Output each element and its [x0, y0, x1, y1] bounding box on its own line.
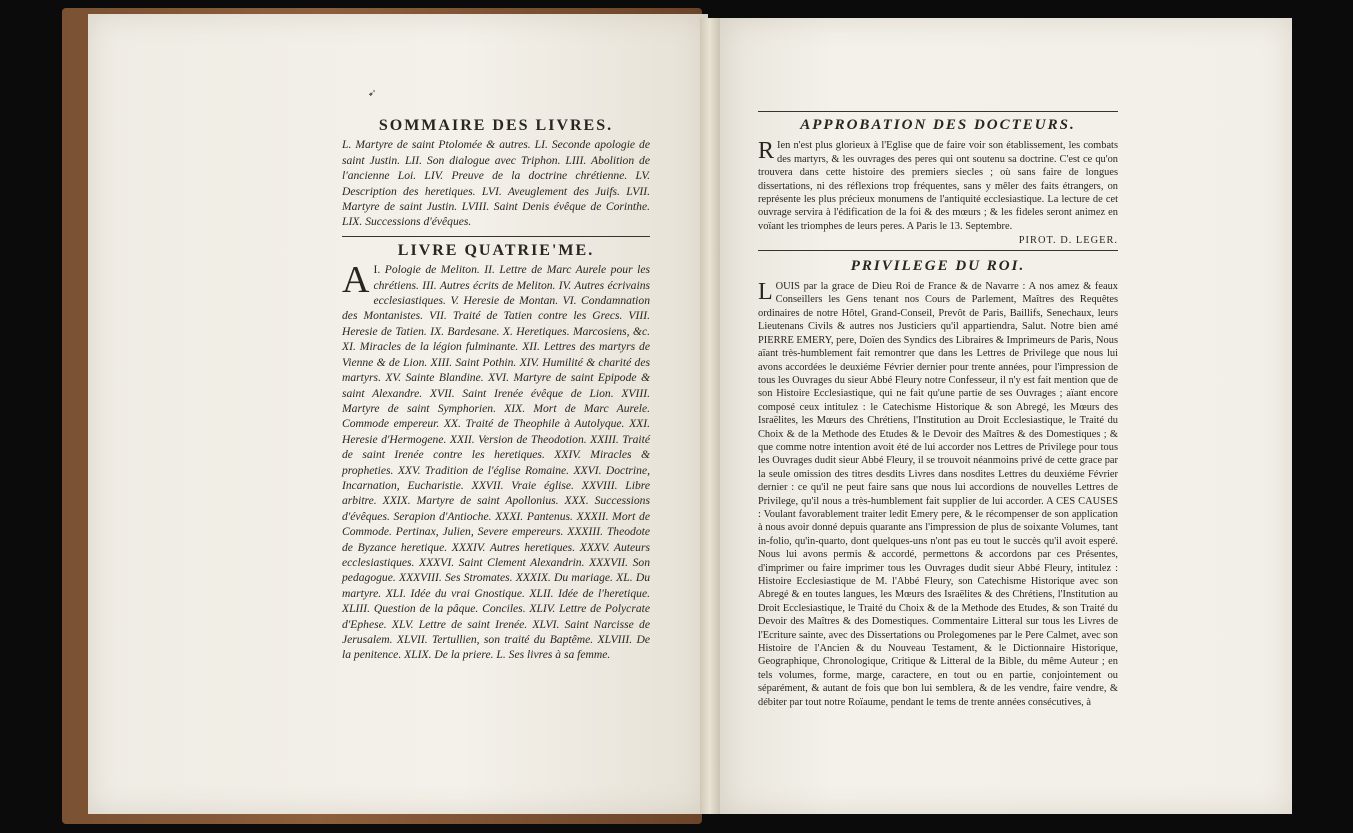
- privilege-title: PRIVILEGE DU ROI.: [850, 257, 1026, 274]
- left-column: [342, 118, 650, 663]
- book-title: LIVRE QUATRIE'ME.: [397, 241, 595, 259]
- privilege-dropcap: L: [758, 279, 773, 306]
- approbation-body: [758, 139, 1118, 233]
- book-contents: [342, 259, 650, 663]
- book-dropcap: A: [342, 259, 370, 302]
- approbation-signature: PIROT. D. LEGER.: [1018, 235, 1118, 247]
- approbation-text: Ien n'est plus glorieux à l'Eglise que de faire voir son établissement, les combats des martyrs, & les ouvrages des peres qui ont soutenu sa doctrine. C'est ce qu'on trouvera dans cette histoire des premiers siecles ; où sans faire de longues dissertations, ni des réflexions trop fréquentes, sans y mêler des faits étrangers, on représente les plus précieux monumens de l'antiquité ecclesiastique. La lecture de cet ouvrage servira à l'édification de la foi & des mœurs ; & les fideles seront animez en voïant les triomphes de leurs peres. A Paris le 13. Septembre.: [758, 140, 1118, 232]
- summary-text: L. Martyre de saint Ptolomée & autres. LI. Seconde apologie de saint Justin. LII. Son dialogue avec Triphon. LIII. Abolition de l'ancienne Loi. LIV. Preuve de la doctrine chrétienne. LV. Description des heretiques. LVI. Aveuglement des Juifs. LVII. Martyre de saint Justin. LVIII. Saint Denis évêque de Corinthe. LIX. Successions d'évêques.: [342, 138, 650, 229]
- book-number: I.: [373, 263, 381, 277]
- top-rule: [758, 111, 1118, 112]
- ink-mark: ➹: [368, 88, 377, 99]
- privilege-body: [758, 280, 1118, 709]
- book-text: Pologie de Meliton. II. Lettre de Marc Aurele pour les chrétiens. III. Autres écrits de Meliton. IV. Autres écrivains ecclesiastiques. V. Heresie de Montan. VI. Condamnation des Montanistes. VII. Traité de Tatien contre les Grecs. VIII. Heresie de Tatien. IX. Bardesane. X. Heretiques. Marcosiens, &c. XI. Miracles de la légion fulminante. XII. Lettres des martyrs de Vienne & de Lion. XIII. Saint Pothin. XIV. Humilité & charité des martyrs. XV. Sainte Blandine. XVI. Martyre de saint Epipode & saint Alexandre. XVII. Saint Irenée évêque de Lion. XVIII. Martyre de saint Symphorien. XIX. Mort de Marc Aurele. Commode empereur. XX. Traité de Theophile à Autolyque. XXI. Heresie d'Hermogene. XXII. Version de Theodotion. XXIII. Traité de saint Irenée contre les heretiques. XXIV. Miracles & propheties. XXV. Tradition de l'église Romaine. XXVI. Doctrine, Incarnation, Eucharistie. XXVII. Vraie église. XXVIII. Libre arbitre. XXIX. Martyre de saint Apollonius. XXX. Successions d'évêques. Serapion d'Antioche. XXXI. Pantenus. XXXII. Mort de Commode. Pertinax, Julien, Severe empereurs. XXXIII. Theodote de Byzance heretique. XXXIV. Autres heretiques. XXXV. Auteurs ecclesiastiques. XXXVI. Saint Clement Alexandrin. XXXVII. Son pedagogue. XXXVIII. Ses Stromates. XXXIX. Du mariage. XL. Du martyre. XLI. Idée du vrai Gnostique. XLII. Idée de l'heretique. XLIII. Question de la pâque. Conciles. XLIV. Lettre de Polycrate d'Ephese. XLV. Lettre de saint Irenée. XLVI. Saint Narcisse de Jerusalem. XLVII. Tertullien, son traité du Baptême. XLVIII. De la penitence. XLIX. De la priere. L. Ses livres à sa femme.: [342, 263, 650, 662]
- privilege-text: OUIS par la grace de Dieu Roi de France & de Navarre : A nos amez & feaux Conseillers les Gens tenant nos Cours de Parlement, Maîtres des Requêtes ordinaires de notre Hôtel, Grand-Conseil, Prevôt de Paris, Baillifs, Senechaux, leurs Lieutenans Civils & autres nos Justiciers qu'il appartiendra, Salut. Notre bien amé PIERRE EMERY, pere, Doïen des Syndics des Libraires & Imprimeurs de Paris, Nous aïant très-humblement fait remontrer que dans les Lettres de Privilege que nous lui avons accordées le deuxiéme Février dernier pour trente années, pour l'impression de tous les Ouvrages du sieur Abbé Fleury notre Confesseur, il n'y est fait mention que de son Histoire Ecclesiastique, qui ne fait qu'une partie de ses Ouvrages ; aïant encore composé ceux intitulez : le Catechisme Historique & son Abregé, les Mœurs des Israëlites, les Mœurs des Chrétiens, l'Institution au Droit Ecclesiastique, le Traité du Choix & de la Methode des Etudes & le Devoir des Maîtres & des Domestiques ; & que comme notre intention avoit été de lui accorder nos Lettres de Privilege pour tous les Ouvrages dudit sieur Abbé Fleury, il se trouvoit néanmoins privé de cette grace par la seule omission des titres desdits Livres dans nosdites Lettres du deuxiéme Février dernier : ce qu'il ne peut faire sans que nous lui accordions de nouvelles Lettres de Privilege, qu'il nous a très-humblement fait supplier de lui accorder. A CES CAUSES : Voulant favorablement traiter ledit Emery pere, & le récompenser de son application à nous avoir donné depuis quarante ans l'impression de plus de soixante Volumes, tant in-folio, qu'in-quarto, dont quelques-uns n'ont pas eu tout le succès qu'il avoit esperé. Nous lui avons permis & accordé, permettons & accordons par ces Présentes, d'imprimer ou faire imprimer tous les Ouvrages dudit sieur Abbé Fleury, intitulez : Histoire Ecclesiastique de M. l'Abbé Fleury, son Catechisme Historique avec son Abregé & en toutes langues, les Mœurs des Israëlites & des Chrétiens, l'Institution au Droit Ecclesiastique, le Traité du Choix & de la Methode des Etudes, & son Traité du Devoir des Maîtres & des Domestiques. Commentaire Litteral sur tous les Livres de l'Ecriture sainte, avec des Dissertations ou Prolegomenes par le Pere Calmet, avec son Histoire de l'Ancien & du Nouveau Testament, & le Dictionnaire Historique, Geographique, Chronologique, Critique & Litteral de la Bible, du même Auteur ; en tels volumes, forme, marge, caractere, en tout ou en partie, conjointement ou séparément, & autant de fois que bon lui semblera, & de les vendre, faire vendre, & débiter par tout notre Roïaume, pendant le tems de trente années consécutives, à: [758, 281, 1118, 708]
- section-rule: [342, 236, 650, 237]
- middle-rule: [758, 250, 1118, 251]
- right-column: [758, 105, 1118, 709]
- approbation-title: APPROBATION DES DOCTEURS.: [800, 117, 1076, 133]
- approbation-dropcap: R: [758, 138, 775, 165]
- summary-title: SOMMAIRE DES LIVRES.: [378, 117, 614, 134]
